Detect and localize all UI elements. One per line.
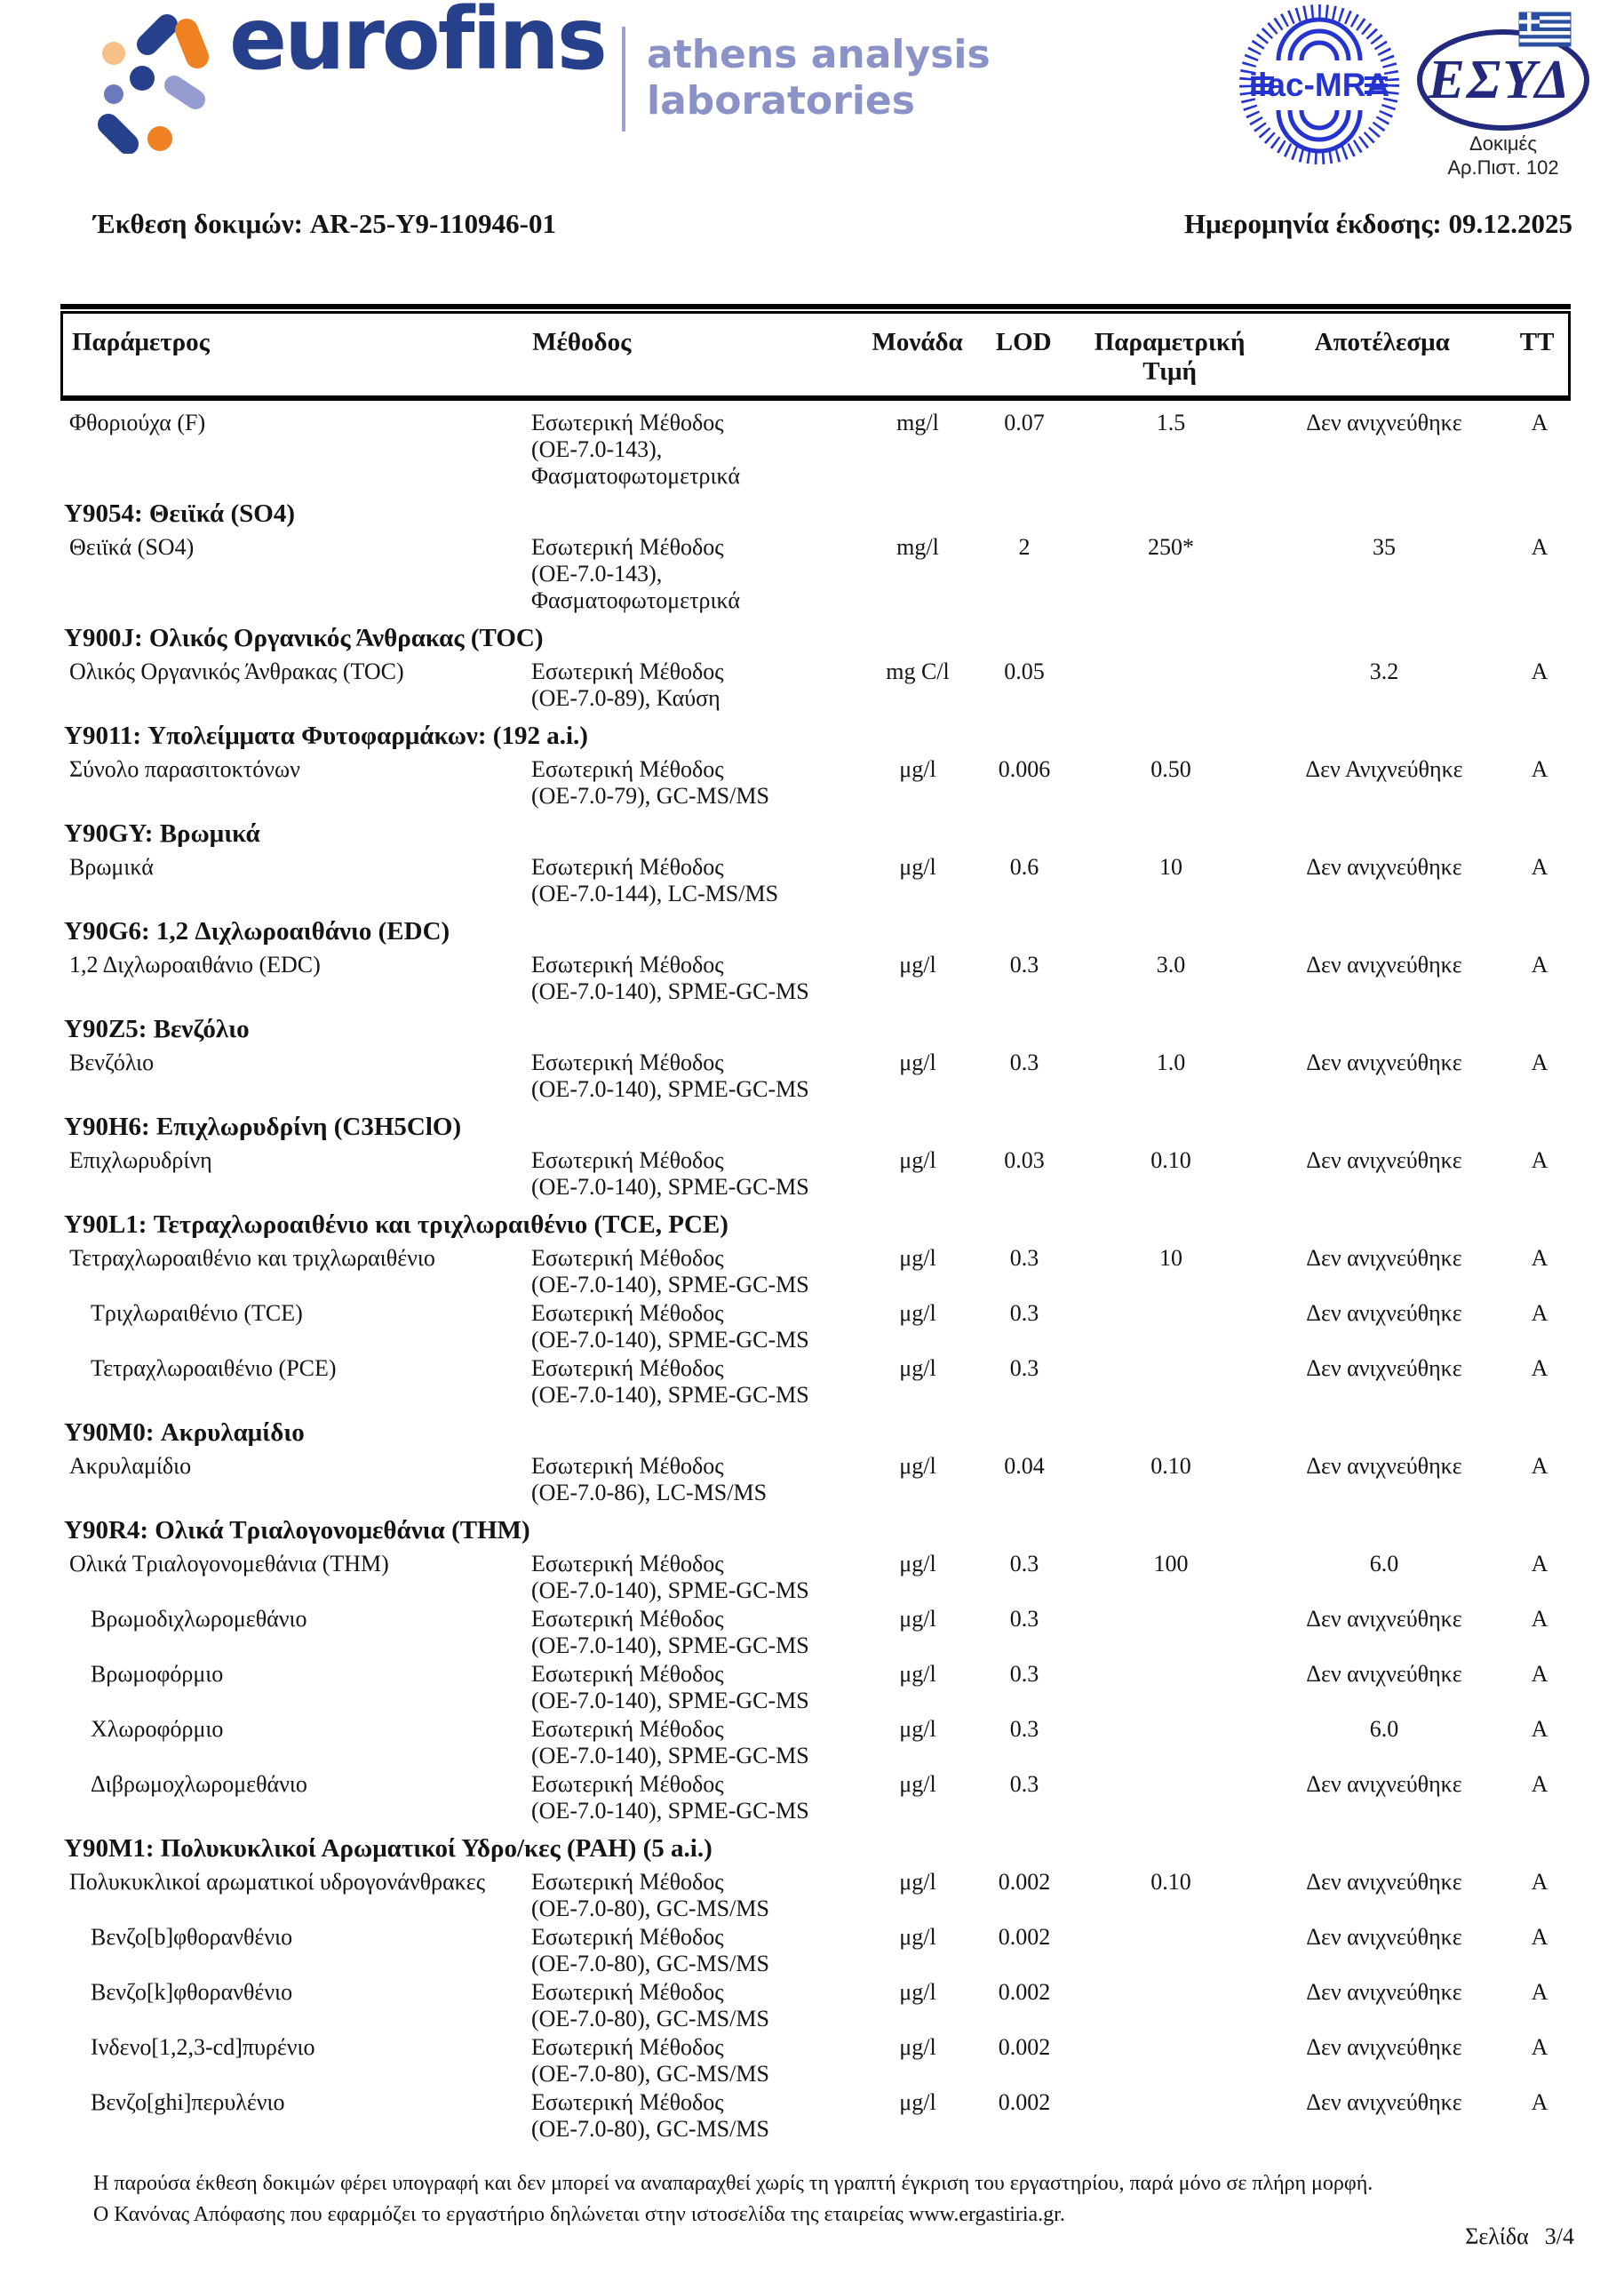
page-number: [1465, 2223, 1574, 2250]
lod-value: 0.002: [998, 1979, 1051, 2005]
lod-value: 0.3: [1009, 952, 1039, 978]
method: [531, 1245, 869, 1298]
section-header: Y9011: Υπολείμματα Φυτοφαρμάκων: (192 a.i.): [64, 722, 588, 750]
method-line: (ΟΕ-7.0-140), SPME-GC-MS: [531, 1076, 809, 1102]
result-value: Δεν ανιχνεύθηκε: [1306, 1355, 1462, 1381]
lod-value: 0.002: [998, 2089, 1051, 2115]
result-value: Δεν ανιχνεύθηκε: [1306, 1606, 1462, 1632]
lod-value: 0.3: [1009, 1606, 1039, 1632]
ilac-mra-text: ilac-MRA: [1248, 67, 1390, 103]
tt-flag: A: [1531, 1147, 1548, 1173]
method-line: (ΟΕ-7.0-140), SPME-GC-MS: [531, 1688, 809, 1713]
table-row: [60, 1716, 1571, 1769]
tt-flag: A: [1531, 659, 1548, 684]
method-line: (ΟΕ-7.0-140), SPME-GC-MS: [531, 1272, 809, 1297]
section-header: Y90R4: Ολικά Τριαλογονομεθάνια (THM): [64, 1516, 530, 1545]
method: [531, 534, 869, 614]
lod-value: 0.3: [1009, 1551, 1039, 1577]
method: [531, 2034, 869, 2087]
method: [531, 952, 869, 1005]
header-parametric-value: Παραμετρική Τιμή: [1094, 328, 1246, 386]
unit: μg/l: [899, 756, 936, 782]
result-value: 6.0: [1369, 1551, 1399, 1577]
section-header: Y90Z5: Βενζόλιο: [64, 1015, 250, 1043]
method-line: Εσωτερική Μέθοδος: [531, 1300, 724, 1326]
parametric-value: 0.10: [1150, 1147, 1191, 1173]
lod-value: 0.3: [1009, 1245, 1039, 1271]
unit: μg/l: [899, 1147, 936, 1173]
unit: μg/l: [899, 1300, 936, 1326]
section-header: Y90L1: Τετραχλωροαιθένιο και τριχλωραιθένιο (TCE, PCE): [64, 1210, 728, 1239]
parameter-name: Βενζο[k]φθορανθένιο: [91, 1979, 293, 2005]
unit: μg/l: [899, 1771, 936, 1797]
parameter-name: Τριχλωραιθένιο (TCE): [91, 1300, 303, 1326]
header-unit: Μονάδα: [872, 328, 963, 356]
page-label: Σελίδα: [1465, 2223, 1529, 2249]
ilac-mra-logo: [1237, 2, 1402, 172]
tt-flag: A: [1531, 1453, 1548, 1479]
parametric-value: 0.10: [1150, 1869, 1191, 1895]
header-result: Αποτέλεσμα: [1314, 328, 1450, 356]
method-line: Εσωτερική Μέθοδος: [531, 1606, 724, 1632]
table-row: [60, 1551, 1571, 1604]
result-value: Δεν ανιχνεύθηκε: [1306, 1869, 1462, 1895]
unit: mg/l: [896, 534, 939, 560]
lod-value: 0.6: [1009, 854, 1039, 880]
issue-date: Ημερομηνία έκδοσης: 09.12.2025: [1184, 208, 1572, 239]
method-line: Εσωτερική Μέθοδος: [531, 1661, 724, 1687]
brand-divider: [622, 27, 625, 132]
unit: μg/l: [899, 854, 936, 880]
parametric-value: 10: [1159, 854, 1182, 880]
method-line: Εσωτερική Μέθοδος: [531, 952, 724, 978]
result-value: Δεν ανιχνεύθηκε: [1306, 1924, 1462, 1950]
table-row: [60, 1661, 1571, 1714]
results-table: [60, 304, 1571, 2144]
parametric-value: 250*: [1148, 534, 1194, 560]
unit: μg/l: [899, 1979, 936, 2005]
method: [531, 659, 869, 712]
table-row: [60, 1771, 1571, 1824]
tt-flag: A: [1531, 1924, 1548, 1950]
method-line: Εσωτερική Μέθοδος: [531, 2089, 724, 2115]
unit: μg/l: [899, 1355, 936, 1381]
esyd-caption: [1414, 132, 1592, 180]
method: [531, 1661, 869, 1714]
table-body: [60, 401, 1571, 2143]
method: [531, 756, 869, 810]
method-line: (ΟΕ-7.0-89), Καύση: [531, 685, 720, 711]
table-row: [60, 1924, 1571, 1977]
table-row: [60, 2089, 1571, 2143]
method-line: Εσωτερική Μέθοδος: [531, 1771, 724, 1797]
method-line: (ΟΕ-7.0-140), SPME-GC-MS: [531, 1382, 809, 1408]
tt-flag: A: [1531, 1979, 1548, 2005]
lod-value: 0.3: [1009, 1716, 1039, 1742]
method-line: (ΟΕ-7.0-140), SPME-GC-MS: [531, 1743, 809, 1768]
parameter-name: Βενζο[b]φθορανθένιο: [91, 1924, 293, 1950]
result-value: Δεν ανιχνεύθηκε: [1306, 1050, 1462, 1075]
unit: μg/l: [899, 1453, 936, 1479]
lod-value: 0.3: [1009, 1300, 1039, 1326]
method-line: Εσωτερική Μέθοδος: [531, 854, 724, 880]
table-row: [60, 1147, 1571, 1201]
section-header: Y900J: Ολικός Οργανικός Άνθρακας (TOC): [64, 624, 544, 652]
method: [531, 1355, 869, 1409]
lod-value: 0.3: [1009, 1771, 1039, 1797]
method-line: (ΟΕ-7.0-144), LC-MS/MS: [531, 881, 779, 906]
method: [531, 1551, 869, 1604]
method-line: (ΟΕ-7.0-79), GC-MS/MS: [531, 783, 769, 809]
unit: μg/l: [899, 1924, 936, 1950]
esyd-text: ΕΣΥΔ: [1428, 50, 1572, 110]
method-line: Εσωτερική Μέθοδος: [531, 2034, 724, 2060]
table-row: [60, 1869, 1571, 1922]
table-row: [60, 1050, 1571, 1103]
table-row: [60, 1979, 1571, 2032]
report-title: Έκθεση δοκιμών: AR-25-Y9-110946-01: [93, 208, 556, 239]
section-header: Y90H6: Επιχλωρυδρίνη (C3H5ClO): [64, 1113, 462, 1141]
table-row: [60, 1453, 1571, 1506]
disclaimer: [93, 2168, 1532, 2231]
header-lod: LOD: [995, 328, 1052, 356]
unit: mg/l: [896, 410, 939, 435]
unit: mg C/l: [886, 659, 950, 684]
lod-value: 0.006: [998, 756, 1051, 782]
result-value: 3.2: [1369, 659, 1399, 684]
method-line: (ΟΕ-7.0-80), GC-MS/MS: [531, 1896, 769, 1921]
method: [531, 854, 869, 907]
lod-value: 0.3: [1009, 1050, 1039, 1075]
unit: μg/l: [899, 1869, 936, 1895]
result-value: Δεν ανιχνεύθηκε: [1306, 1453, 1462, 1479]
method: [531, 1453, 869, 1506]
method-line: (ΟΕ-7.0-140), SPME-GC-MS: [531, 1632, 809, 1658]
eurofins-logo-mark: [89, 7, 222, 158]
table-row: [60, 1300, 1571, 1353]
parametric-value: 10: [1159, 1245, 1182, 1271]
lod-value: 2: [1018, 534, 1031, 560]
method-line: Εσωτερική Μέθοδος: [531, 1453, 724, 1479]
parametric-value: 1.0: [1156, 1050, 1186, 1075]
tt-flag: A: [1531, 1245, 1548, 1271]
tt-flag: A: [1531, 1869, 1548, 1895]
method: [531, 1300, 869, 1353]
tt-flag: A: [1531, 1661, 1548, 1687]
result-value: Δεν ανιχνεύθηκε: [1306, 854, 1462, 880]
method-line: Εσωτερική Μέθοδος: [531, 534, 724, 560]
parameter-name: Βρωμικά: [69, 854, 154, 880]
result-value: 35: [1373, 534, 1396, 560]
parameter-name: Σύνολο παρασιτοκτόνων: [69, 756, 300, 782]
table-top-rule: [60, 304, 1571, 309]
result-value: Δεν ανιχνεύθηκε: [1306, 1979, 1462, 2005]
tt-flag: A: [1531, 1355, 1548, 1381]
method-line: Εσωτερική Μέθοδος: [531, 1147, 724, 1173]
lod-value: 0.002: [998, 1869, 1051, 1895]
method-line: Εσωτερική Μέθοδος: [531, 756, 724, 782]
result-value: Δεν ανιχνεύθηκε: [1306, 952, 1462, 978]
page-value: 3/4: [1544, 2223, 1574, 2249]
disclaimer-line1: Η παρούσα έκθεση δοκιμών φέρει υπογραφή και δεν μπορεί να αναπαραχθεί χωρίς τη γραπτή έγκριση του εργαστηρίου, παρά μόνο σε πλήρη μορφή.: [93, 2172, 1373, 2195]
method-line: (ΟΕ-7.0-140), SPME-GC-MS: [531, 1174, 809, 1200]
method-line: (ΟΕ-7.0-86), LC-MS/MS: [531, 1480, 768, 1505]
result-value: Δεν ανιχνεύθηκε: [1306, 1147, 1462, 1173]
parametric-value: 3.0: [1156, 952, 1186, 978]
method-line: Φασματοφωτομετρικά: [531, 463, 740, 489]
method-line: (ΟΕ-7.0-80), GC-MS/MS: [531, 1951, 769, 1976]
section-header: Y90M0: Ακρυλαμίδιο: [64, 1418, 305, 1447]
lod-value: 0.002: [998, 1924, 1051, 1950]
parameter-name: 1,2 Διχλωροαιθάνιο (EDC): [69, 952, 321, 978]
parameter-name: Ινδενο[1,2,3-cd]πυρένιο: [91, 2034, 315, 2060]
parametric-value: 1.5: [1156, 410, 1186, 435]
header-parameter: Παράμετρος: [72, 328, 210, 356]
eurofins-wordmark: eurofins: [229, 0, 605, 89]
tt-flag: A: [1531, 2034, 1548, 2060]
tt-flag: A: [1531, 952, 1548, 978]
method-line: Εσωτερική Μέθοδος: [531, 1924, 724, 1950]
method: [531, 1716, 869, 1769]
method-line: Εσωτερική Μέθοδος: [531, 1551, 724, 1577]
lod-value: 0.3: [1009, 1661, 1039, 1687]
result-value: Δεν ανιχνεύθηκε: [1306, 410, 1462, 435]
esyd-caption-line2: Αρ.Πιστ. 102: [1447, 156, 1559, 179]
parameter-name: Βενζόλιο: [69, 1050, 155, 1075]
method: [531, 1979, 869, 2032]
lod-value: 0.04: [1004, 1453, 1045, 1479]
parameter-name: Χλωροφόρμιο: [91, 1716, 224, 1742]
tt-flag: A: [1531, 1300, 1548, 1326]
method: [531, 1050, 869, 1103]
table-row: [60, 1606, 1571, 1659]
parameter-name: Τετραχλωροαιθένιο και τριχλωραιθένιο: [69, 1245, 435, 1271]
header-tt: TT: [1519, 328, 1555, 356]
tt-flag: A: [1531, 2089, 1548, 2115]
lod-value: 0.05: [1004, 659, 1045, 684]
method-line: Εσωτερική Μέθοδος: [531, 1869, 724, 1895]
method-line: Εσωτερική Μέθοδος: [531, 1245, 724, 1271]
method-line: (ΟΕ-7.0-140), SPME-GC-MS: [531, 1577, 809, 1603]
parameter-name: Θειϊκά (SO4): [69, 534, 195, 560]
lod-value: 0.002: [998, 2034, 1051, 2060]
result-value: Δεν ανιχνεύθηκε: [1306, 1300, 1462, 1326]
unit: μg/l: [899, 1716, 936, 1742]
greek-flag-icon: [1519, 12, 1571, 46]
method: [531, 2089, 869, 2143]
method: [531, 1869, 869, 1922]
method: [531, 1771, 869, 1824]
parameter-name: Βρωμοδιχλωρομεθάνιο: [91, 1606, 307, 1632]
method-line: (ΟΕ-7.0-143),: [531, 561, 663, 587]
tt-flag: A: [1531, 854, 1548, 880]
method-line: Εσωτερική Μέθοδος: [531, 659, 724, 684]
table-row: [60, 410, 1571, 490]
parameter-name: Τετραχλωροαιθένιο (PCE): [91, 1355, 337, 1381]
method-line: (ΟΕ-7.0-80), GC-MS/MS: [531, 2061, 769, 2087]
esyd-logo: [1414, 11, 1592, 136]
section-header: Y90M1: Πολυκυκλικοί Αρωματικοί Υδρο/κες (PAH) (5 a.i.): [64, 1834, 712, 1863]
parameter-name: Βενζο[ghi]περυλένιο: [91, 2089, 285, 2115]
parameter-name: Βρωμοφόρμιο: [91, 1661, 224, 1687]
table-row: [60, 659, 1571, 712]
table-row: [60, 2034, 1571, 2087]
parameter-name: Ολικός Οργανικός Άνθρακας (TOC): [69, 659, 404, 684]
parametric-value: 0.10: [1150, 1453, 1191, 1479]
tt-flag: A: [1531, 1716, 1548, 1742]
table-row: [60, 952, 1571, 1005]
table-header-row: [60, 311, 1571, 401]
unit: μg/l: [899, 952, 936, 978]
unit: μg/l: [899, 2034, 936, 2060]
method-line: (ΟΕ-7.0-140), SPME-GC-MS: [531, 978, 809, 1004]
tt-flag: A: [1531, 534, 1548, 560]
method-line: Εσωτερική Μέθοδος: [531, 410, 724, 435]
unit: μg/l: [899, 1661, 936, 1687]
tt-flag: A: [1531, 410, 1548, 435]
result-value: Δεν ανιχνεύθηκε: [1306, 1771, 1462, 1797]
section-header: Y90GY: Βρωμικά: [64, 819, 260, 848]
result-value: Δεν ανιχνεύθηκε: [1306, 1245, 1462, 1271]
table-row: [60, 756, 1571, 810]
result-value: Δεν ανιχνεύθηκε: [1306, 2034, 1462, 2060]
unit: μg/l: [899, 2089, 936, 2115]
parameter-name: Πολυκυκλικοί αρωματικοί υδρογονάνθρακες: [69, 1869, 485, 1895]
method-line: Φασματοφωτομετρικά: [531, 587, 740, 613]
table-row: [60, 1245, 1571, 1298]
athens-analysis-line2: laboratories: [647, 78, 915, 124]
table-row: [60, 1355, 1571, 1409]
parameter-name: Φθοριούχα (F): [69, 410, 206, 435]
tt-flag: A: [1531, 1606, 1548, 1632]
method: [531, 410, 869, 490]
method-line: (ΟΕ-7.0-143),: [531, 436, 663, 462]
method-line: (ΟΕ-7.0-140), SPME-GC-MS: [531, 1327, 809, 1353]
tt-flag: A: [1531, 1771, 1548, 1797]
method-line: (ΟΕ-7.0-140), SPME-GC-MS: [531, 1798, 809, 1824]
method: [531, 1606, 869, 1659]
lod-value: 0.3: [1009, 1355, 1039, 1381]
unit: μg/l: [899, 1050, 936, 1075]
result-value: Δεν Ανιχνεύθηκε: [1305, 756, 1463, 782]
result-value: 6.0: [1369, 1716, 1399, 1742]
athens-analysis-line1: athens analysis: [647, 32, 991, 77]
disclaimer-line2: Ο Κανόνας Απόφασης που εφαρμόζει το εργαστήριο δηλώνεται στην ιστοσελίδα της εταιρείας www.ergastiria.gr.: [93, 2203, 1065, 2226]
lod-value: 0.07: [1004, 410, 1045, 435]
section-header: Y9054: Θειϊκά (SO4): [64, 499, 295, 528]
result-value: Δεν ανιχνεύθηκε: [1306, 1661, 1462, 1687]
unit: μg/l: [899, 1551, 936, 1577]
tt-flag: A: [1531, 756, 1548, 782]
method-line: (ΟΕ-7.0-80), GC-MS/MS: [531, 2006, 769, 2032]
unit: μg/l: [899, 1606, 936, 1632]
method: [531, 1924, 869, 1977]
table-row: [60, 854, 1571, 907]
result-value: Δεν ανιχνεύθηκε: [1306, 2089, 1462, 2115]
method-line: Εσωτερική Μέθοδος: [531, 1050, 724, 1075]
parameter-name: Διβρωμοχλωρομεθάνιο: [91, 1771, 307, 1797]
header-method: Μέθοδος: [532, 328, 632, 356]
esyd-caption-line1: Δοκιμές: [1469, 132, 1537, 155]
tt-flag: A: [1531, 1050, 1548, 1075]
section-header: Y90G6: 1,2 Διχλωροαιθάνιο (EDC): [64, 917, 450, 946]
method-line: (ΟΕ-7.0-80), GC-MS/MS: [531, 2116, 769, 2142]
parametric-value: 0.50: [1150, 756, 1191, 782]
lod-value: 0.03: [1004, 1147, 1045, 1173]
method-line: Εσωτερική Μέθοδος: [531, 1355, 724, 1381]
parameter-name: Ακρυλαμίδιο: [69, 1453, 192, 1479]
method-line: Εσωτερική Μέθοδος: [531, 1979, 724, 2005]
parameter-name: Επιχλωρυδρίνη: [69, 1147, 212, 1173]
parameter-name: Ολικά Τριαλογονομεθάνια (THM): [69, 1551, 389, 1577]
method-line: Εσωτερική Μέθοδος: [531, 1716, 724, 1742]
method: [531, 1147, 869, 1201]
table-row: [60, 534, 1571, 614]
athens-analysis-label: [647, 32, 991, 124]
unit: μg/l: [899, 1245, 936, 1271]
parametric-value: 100: [1153, 1551, 1189, 1577]
tt-flag: A: [1531, 1551, 1548, 1577]
